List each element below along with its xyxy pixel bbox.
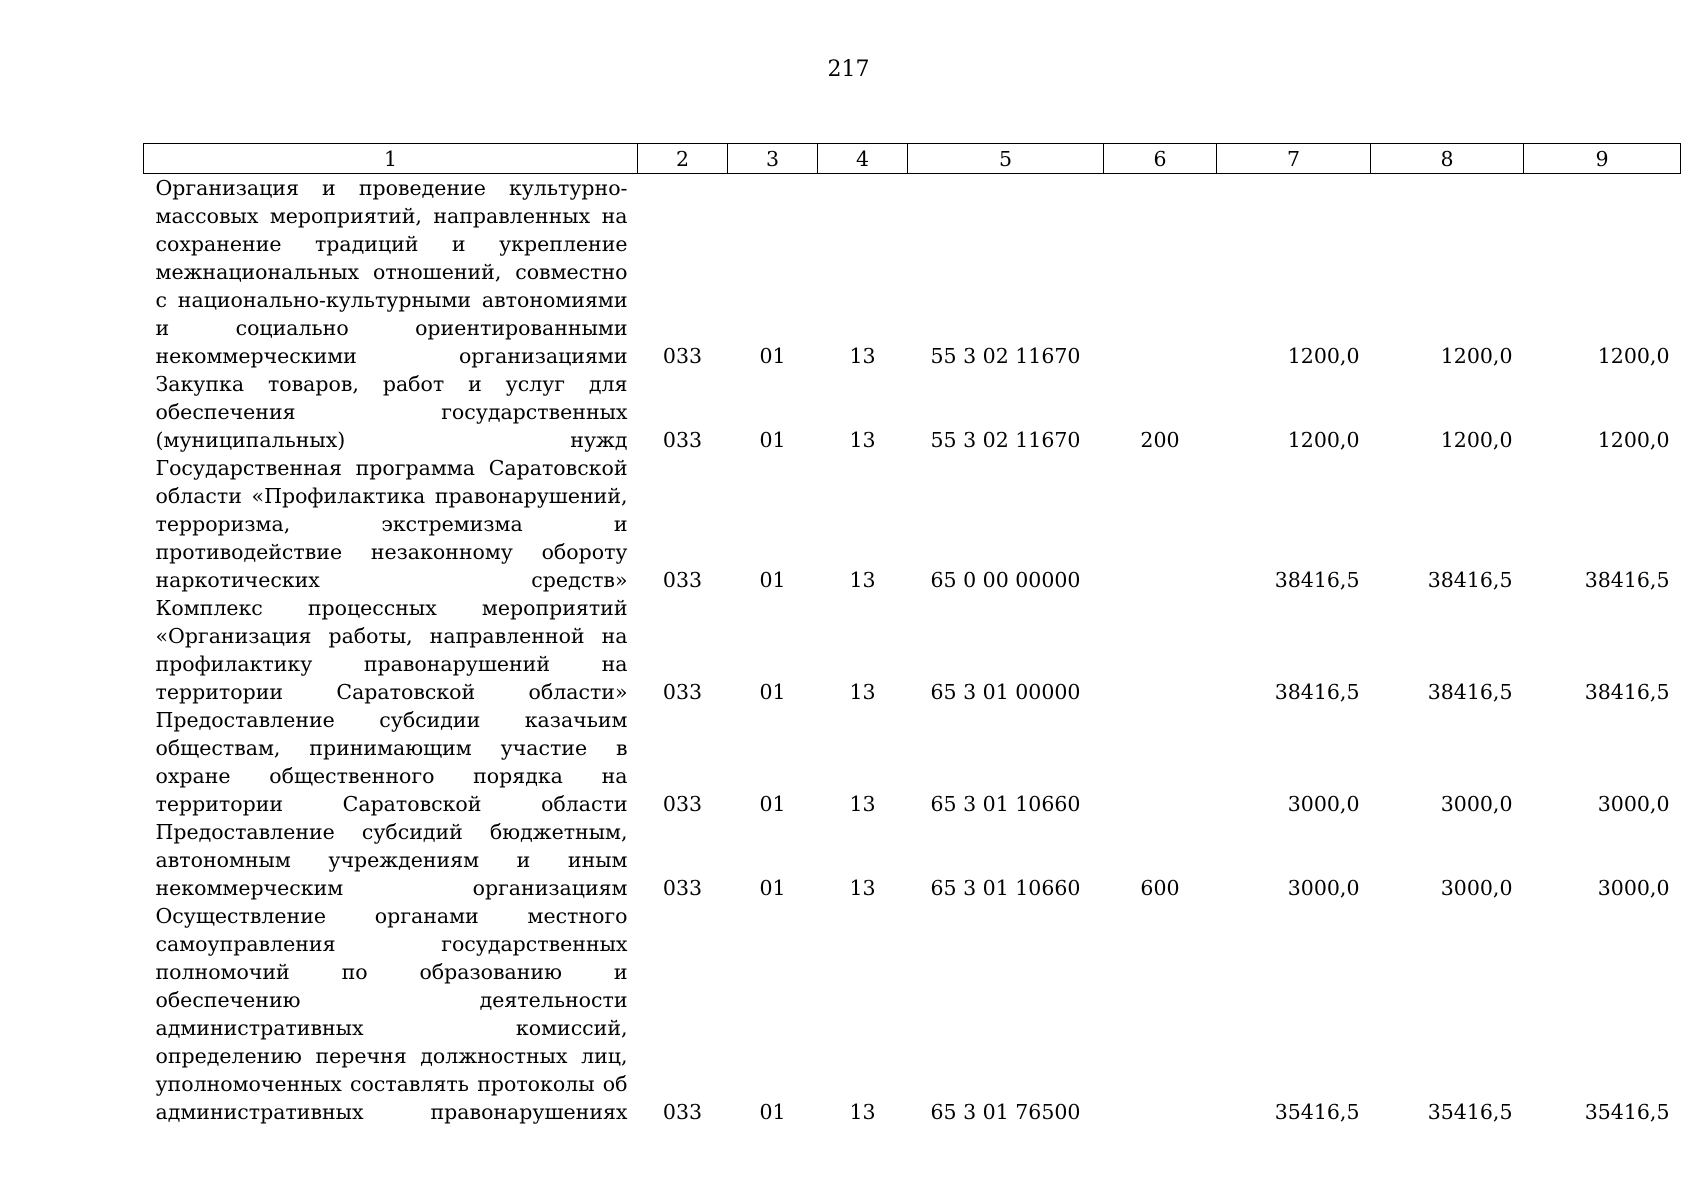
cell-section: 01 <box>759 344 786 368</box>
cell-amount-year-2: 1200,0 <box>1440 344 1513 368</box>
header-col-2: 2 <box>638 144 728 174</box>
cell-target-article: 55 3 02 11670 <box>930 428 1081 452</box>
cell-ministry-code: 033 <box>662 568 703 592</box>
cell-amount-year-1: 3000,0 <box>1287 792 1360 816</box>
header-col-7: 7 <box>1217 144 1371 174</box>
row-description: Государственная программа Саратовской области «Профилактика правонарушений, терроризма, экстремизма и противодействие незаконному обороту наркотических средств» <box>155 456 628 592</box>
table-row <box>144 818 1681 902</box>
header-col-8: 8 <box>1371 144 1524 174</box>
cell-amount-year-1: 35416,5 <box>1274 1100 1360 1124</box>
header-col-5: 5 <box>908 144 1104 174</box>
row-description: Предоставление субсидий бюджетным, автономным учреждениям и иным некоммерческим организациям <box>155 820 628 900</box>
cell-target-article: 65 3 01 00000 <box>930 680 1081 704</box>
table-row <box>144 370 1681 454</box>
row-description: Организация и проведение культурно-массовых мероприятий, направленных на сохранение традиций и укрепление межнациональных отношений, совместно с национально-культурными автономиями и социально ориентированными некоммерческими организациями <box>155 176 628 368</box>
cell-section: 01 <box>759 568 786 592</box>
cell-amount-year-1: 1200,0 <box>1287 428 1360 452</box>
cell-ministry-code: 033 <box>662 344 703 368</box>
cell-amount-year-3: 1200,0 <box>1597 344 1670 368</box>
budget-table <box>143 143 1681 1126</box>
cell-subsection: 13 <box>849 792 876 816</box>
cell-amount-year-2: 3000,0 <box>1440 876 1513 900</box>
cell-amount-year-3: 38416,5 <box>1584 568 1670 592</box>
cell-amount-year-3: 35416,5 <box>1584 1100 1670 1124</box>
cell-target-article: 65 3 01 10660 <box>930 876 1081 900</box>
cell-amount-year-3: 38416,5 <box>1584 680 1670 704</box>
cell-subsection: 13 <box>849 428 876 452</box>
cell-amount-year-1: 38416,5 <box>1274 680 1360 704</box>
cell-section: 01 <box>759 428 786 452</box>
cell-expense-type <box>1104 174 1217 371</box>
cell-expense-type <box>1104 454 1217 594</box>
cell-expense-type: 600 <box>1140 876 1180 900</box>
cell-amount-year-2: 3000,0 <box>1440 792 1513 816</box>
cell-target-article: 65 3 01 76500 <box>930 1100 1081 1124</box>
header-col-4: 4 <box>818 144 908 174</box>
cell-section: 01 <box>759 876 786 900</box>
header-col-6: 6 <box>1104 144 1217 174</box>
cell-ministry-code: 033 <box>662 1100 703 1124</box>
cell-target-article: 65 3 01 10660 <box>930 792 1081 816</box>
table-row <box>144 902 1681 1126</box>
cell-amount-year-2: 1200,0 <box>1440 428 1513 452</box>
cell-ministry-code: 033 <box>662 428 703 452</box>
row-description: Предоставление субсидии казачьим обществам, принимающим участие в охране общественного порядка на территории Саратовской области <box>155 708 628 816</box>
cell-subsection: 13 <box>849 876 876 900</box>
cell-expense-type <box>1104 902 1217 1126</box>
row-description: Закупка товаров, работ и услуг для обеспечения государственных (муниципальных) нужд <box>155 372 628 452</box>
header-col-3: 3 <box>728 144 818 174</box>
cell-amount-year-1: 1200,0 <box>1287 344 1360 368</box>
header-row <box>144 144 1681 174</box>
cell-amount-year-3: 1200,0 <box>1597 428 1670 452</box>
table-row <box>144 594 1681 706</box>
row-description: Осуществление органами местного самоуправления государственных полномочий по образованию и обеспечению деятельности административных комиссий, определению перечня должностных лиц, уполномоченных составлять протоколы об административных правонарушениях <box>155 904 628 1124</box>
cell-section: 01 <box>759 1100 786 1124</box>
cell-subsection: 13 <box>849 344 876 368</box>
cell-ministry-code: 033 <box>662 876 703 900</box>
cell-amount-year-1: 38416,5 <box>1274 568 1360 592</box>
cell-target-article: 55 3 02 11670 <box>930 344 1081 368</box>
cell-amount-year-2: 38416,5 <box>1427 680 1513 704</box>
cell-expense-type <box>1104 594 1217 706</box>
cell-expense-type: 200 <box>1140 428 1180 452</box>
table-row <box>144 454 1681 594</box>
cell-expense-type <box>1104 706 1217 818</box>
page-number: 217 <box>827 57 870 82</box>
table-row <box>144 706 1681 818</box>
cell-section: 01 <box>759 680 786 704</box>
cell-subsection: 13 <box>849 680 876 704</box>
header-col-9: 9 <box>1524 144 1681 174</box>
cell-amount-year-3: 3000,0 <box>1597 876 1670 900</box>
cell-ministry-code: 033 <box>662 680 703 704</box>
cell-subsection: 13 <box>849 1100 876 1124</box>
cell-subsection: 13 <box>849 568 876 592</box>
cell-amount-year-1: 3000,0 <box>1287 876 1360 900</box>
cell-ministry-code: 033 <box>662 792 703 816</box>
cell-section: 01 <box>759 792 786 816</box>
row-description: Комплекс процессных мероприятий «Организация работы, направленной на профилактику правонарушений на территории Саратовской области» <box>155 596 628 704</box>
header-col-1: 1 <box>144 144 638 174</box>
cell-amount-year-2: 38416,5 <box>1427 568 1513 592</box>
cell-target-article: 65 0 00 00000 <box>930 568 1081 592</box>
cell-amount-year-2: 35416,5 <box>1427 1100 1513 1124</box>
cell-amount-year-3: 3000,0 <box>1597 792 1670 816</box>
table-row <box>144 174 1681 371</box>
